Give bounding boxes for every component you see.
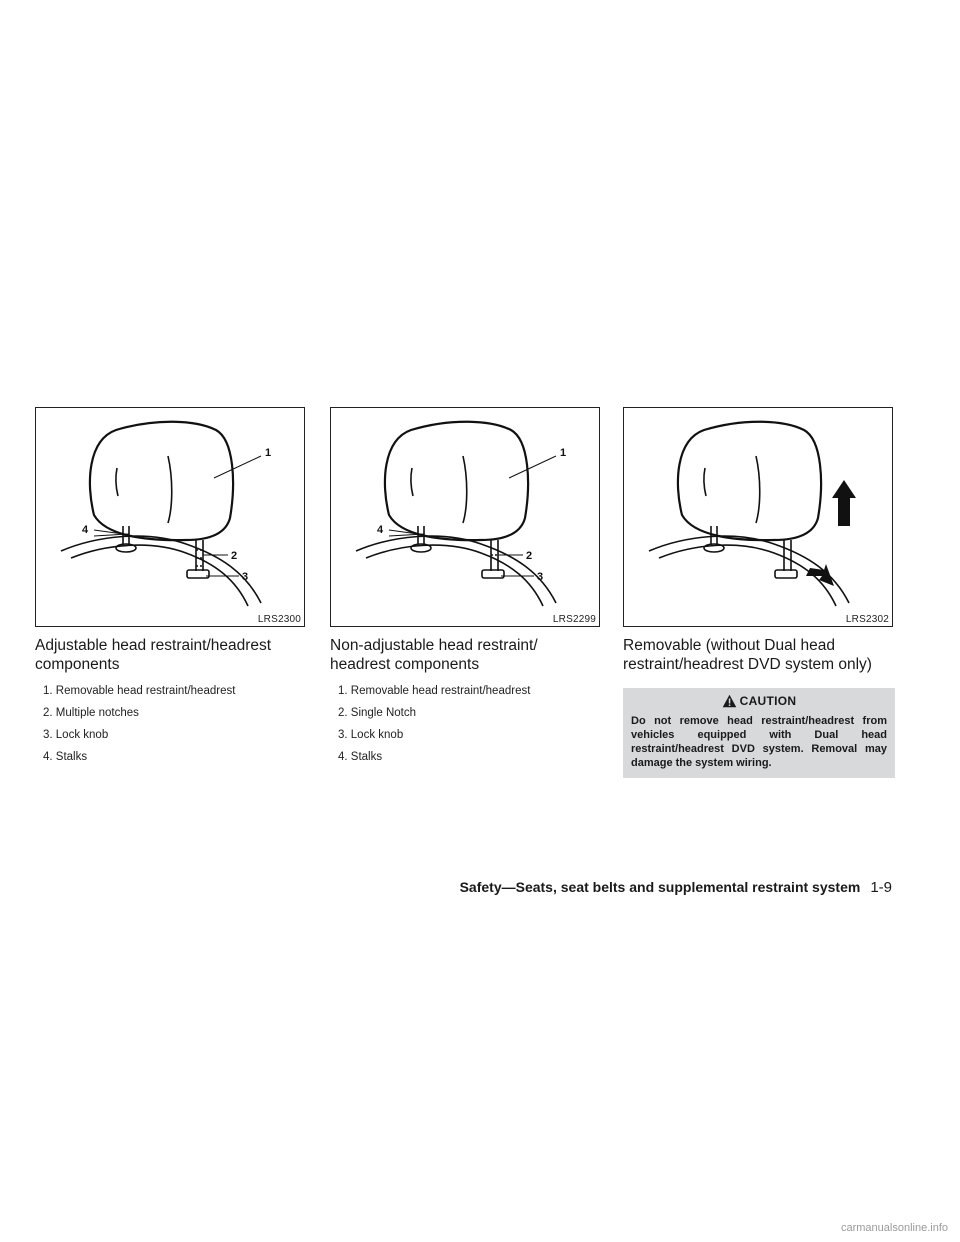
lift-arrow-icon	[832, 480, 856, 526]
figure-code: LRS2299	[552, 614, 596, 625]
section-non-adjustable	[330, 407, 602, 772]
warning-icon	[722, 694, 737, 708]
caution-text: Do not remove head restraint/headrest from vehicles equipped with Dual head restraint/headrest DVD system. Removal may damage the system wiring.	[631, 715, 887, 769]
callout-4: 4	[377, 524, 384, 536]
figure-code: LRS2302	[845, 614, 889, 625]
section-title: Removable (without Dual head restraint/headrest DVD system only)	[623, 637, 872, 673]
footer-section-title: Safety—Seats, seat belts and supplemental restraint system	[459, 879, 861, 895]
figure-code: LRS2300	[257, 614, 301, 625]
list-item: 2. Multiple notches	[43, 707, 139, 719]
caution-label: CAUTION	[739, 694, 797, 708]
section-title: Non-adjustable head restraint/ headrest components	[330, 637, 538, 673]
headrest-illustration	[36, 408, 306, 628]
callout-1: 1	[265, 447, 272, 459]
callout-2: 2	[231, 550, 238, 562]
figure-removable-headrest	[623, 407, 893, 627]
list-item: 1. Removable head restraint/headrest	[338, 685, 531, 697]
list-item: 2. Single Notch	[338, 707, 416, 719]
list-item: 3. Lock knob	[338, 729, 404, 741]
list-item: 4. Stalks	[338, 751, 383, 763]
section-adjustable	[35, 407, 307, 772]
headrest-removal-illustration	[624, 408, 894, 628]
component-list	[330, 684, 602, 764]
component-list	[35, 684, 307, 764]
figure-adjustable-headrest	[35, 407, 305, 627]
page-footer	[460, 879, 892, 896]
list-item: 1. Removable head restraint/headrest	[43, 685, 236, 697]
callout-1: 1	[560, 447, 567, 459]
callout-2: 2	[526, 550, 533, 562]
figure-non-adjustable-headrest	[330, 407, 600, 627]
section-title: Adjustable head restraint/headrest components	[35, 637, 272, 673]
callout-3: 3	[537, 571, 544, 583]
headrest-illustration	[331, 408, 601, 628]
list-item: 4. Stalks	[43, 751, 88, 763]
callout-3: 3	[242, 571, 249, 583]
callout-4: 4	[82, 524, 89, 536]
caution-heading	[631, 694, 887, 708]
watermark: carmanualsonline.info	[840, 1222, 948, 1234]
list-item: 3. Lock knob	[43, 729, 109, 741]
page-number: 1-9	[870, 879, 892, 896]
section-removable	[623, 407, 895, 778]
caution-box	[623, 688, 895, 778]
